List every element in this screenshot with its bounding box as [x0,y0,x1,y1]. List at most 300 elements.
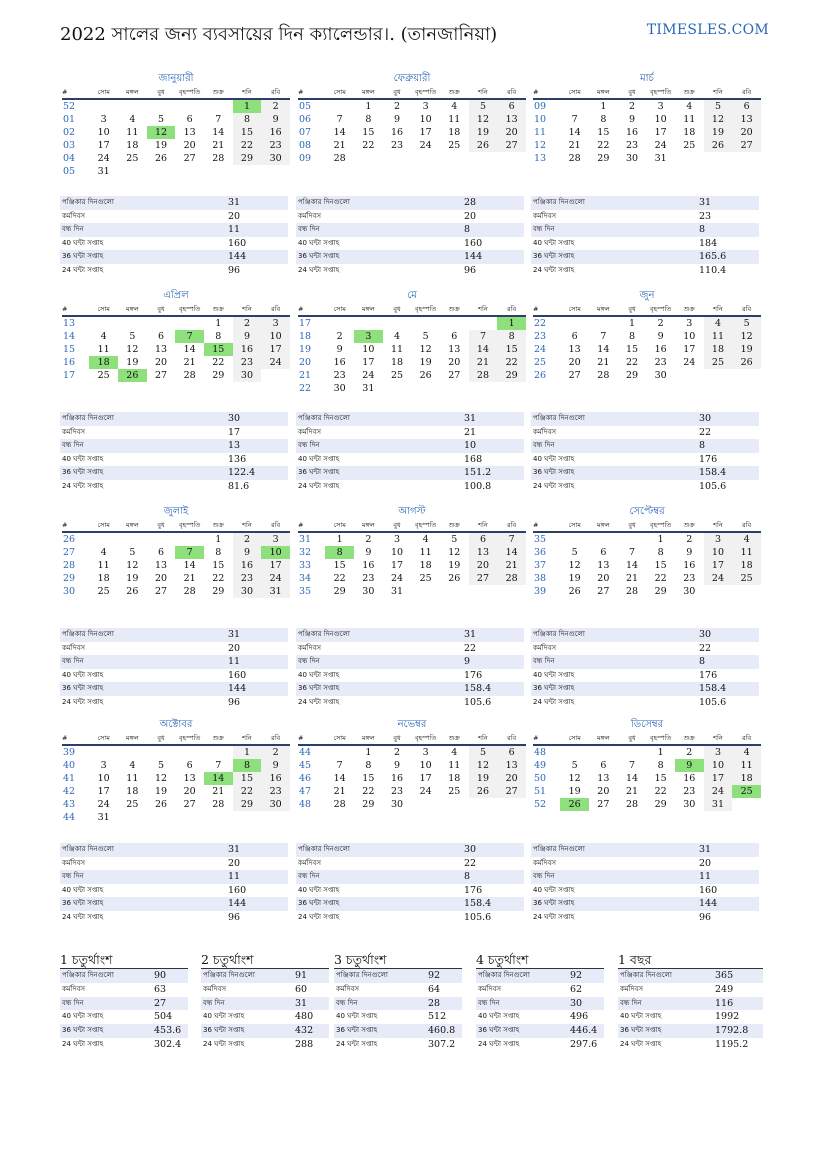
day-cell[interactable]: 6 [451,331,458,342]
day-cell[interactable]: 1 [497,316,526,330]
day-cell[interactable]: 6 [186,760,193,771]
day-cell[interactable]: 4 [100,547,107,558]
day-cell[interactable]: 23 [261,139,290,152]
day-cell[interactable]: 27 [497,139,526,152]
day-cell[interactable]: 15 [654,773,667,784]
day-cell[interactable]: 26 [568,586,581,597]
day-cell[interactable]: 26 [469,785,498,798]
day-cell[interactable]: 9 [233,330,262,343]
day-cell[interactable]: 1 [233,745,262,759]
day-cell[interactable]: 19 [469,772,498,785]
day-cell[interactable]: 27 [597,799,610,810]
day-cell[interactable]: 29 [362,799,375,810]
day-cell[interactable]: 6 [469,532,498,546]
day-cell[interactable]: 2 [233,532,262,546]
day-cell[interactable]: 27 [183,153,196,164]
day-cell[interactable]: 2 [657,318,664,329]
day-cell[interactable]: 13 [732,113,761,126]
day-cell[interactable]: 14 [625,773,639,784]
day-cell[interactable]: 6 [600,547,607,558]
day-cell[interactable]: 30 [683,586,696,597]
day-cell[interactable]: 4 [704,316,733,330]
day-cell[interactable]: 23 [233,572,262,585]
day-cell[interactable]: 22 [333,573,346,584]
day-cell[interactable]: 18 [126,786,139,797]
day-cell[interactable]: 23 [390,140,404,151]
day-cell[interactable]: 31 [97,166,110,177]
day-cell[interactable]: 23 [333,370,346,381]
day-cell[interactable]: 21 [597,357,610,368]
day-cell[interactable]: 11 [448,760,461,771]
day-cell[interactable]: 15 [212,560,225,571]
day-cell[interactable]: 21 [333,786,346,797]
day-cell[interactable]: 1 [365,101,372,112]
day-cell[interactable]: 15 [204,343,233,356]
day-cell[interactable]: 14 [497,546,526,559]
day-cell[interactable]: 30 [625,153,639,164]
day-cell[interactable]: 24 [654,140,667,151]
day-cell[interactable]: 13 [497,759,526,772]
day-cell[interactable]: 19 [154,786,168,797]
day-cell[interactable]: 10 [419,760,432,771]
day-cell[interactable]: 2 [233,316,262,330]
day-cell[interactable]: 29 [212,370,225,381]
day-cell[interactable]: 17 [97,140,110,151]
day-cell[interactable]: 27 [154,586,168,597]
day-cell[interactable]: 2 [628,101,636,112]
day-cell[interactable]: 18 [704,343,733,356]
day-cell[interactable]: 6 [571,331,578,342]
day-cell[interactable]: 15 [362,773,375,784]
day-cell[interactable]: 5 [732,316,761,330]
day-cell[interactable]: 19 [448,560,461,571]
day-cell[interactable]: 25 [683,140,696,151]
day-cell[interactable]: 11 [97,560,110,571]
day-cell[interactable]: 18 [448,773,461,784]
day-cell[interactable]: 22 [362,140,375,151]
day-cell[interactable]: 28 [333,799,346,810]
day-cell[interactable]: 3 [657,101,664,112]
day-cell[interactable]: 30 [233,369,262,382]
day-cell[interactable]: 16 [390,127,404,138]
day-cell[interactable]: 18 [89,356,118,369]
day-cell[interactable]: 9 [393,114,401,125]
day-cell[interactable]: 13 [597,560,610,571]
day-cell[interactable]: 26 [126,586,139,597]
day-cell[interactable]: 9 [686,547,693,558]
day-cell[interactable]: 26 [154,153,168,164]
day-cell[interactable]: 24 [97,153,110,164]
day-cell[interactable]: 10 [97,127,110,138]
day-cell[interactable]: 30 [654,370,667,381]
day-cell[interactable]: 11 [448,114,461,125]
day-cell[interactable]: 7 [628,547,636,558]
day-cell[interactable]: 25 [390,370,404,381]
day-cell[interactable]: 30 [362,586,375,597]
day-cell[interactable]: 22 [497,356,526,369]
day-cell[interactable]: 3 [100,114,107,125]
day-cell[interactable]: 24 [390,573,404,584]
day-cell[interactable]: 26 [469,139,498,152]
day-cell[interactable]: 10 [654,114,667,125]
day-cell[interactable]: 25 [448,786,461,797]
day-cell[interactable]: 3 [422,747,429,758]
day-cell[interactable]: 12 [154,773,168,784]
day-cell[interactable]: 23 [654,357,667,368]
day-cell[interactable]: 9 [393,760,401,771]
day-cell[interactable]: 14 [333,127,346,138]
day-cell[interactable]: 17 [97,786,110,797]
day-cell[interactable]: 21 [183,357,196,368]
day-cell[interactable]: 31 [261,585,290,598]
day-cell[interactable]: 10 [704,546,733,559]
day-cell[interactable]: 21 [469,356,498,369]
day-cell[interactable]: 13 [154,560,168,571]
day-cell[interactable]: 24 [261,572,290,585]
day-cell[interactable]: 4 [686,101,693,112]
day-cell[interactable]: 23 [390,786,404,797]
day-cell[interactable]: 29 [654,799,667,810]
day-cell[interactable]: 17 [261,559,290,572]
day-cell[interactable]: 7 [336,760,343,771]
day-cell[interactable]: 16 [625,127,639,138]
day-cell[interactable]: 2 [393,101,401,112]
day-cell[interactable]: 16 [683,773,696,784]
day-cell[interactable]: 13 [183,773,196,784]
day-cell[interactable]: 17 [390,560,404,571]
day-cell[interactable]: 5 [571,547,578,558]
day-cell[interactable]: 17 [419,773,432,784]
day-cell[interactable]: 20 [154,573,168,584]
day-cell[interactable]: 16 [333,357,346,368]
day-cell[interactable]: 24 [704,785,733,798]
day-cell[interactable]: 16 [683,560,696,571]
day-cell[interactable]: 19 [419,357,432,368]
day-cell[interactable]: 24 [362,370,375,381]
day-cell[interactable]: 12 [419,344,432,355]
day-cell[interactable]: 17 [654,127,667,138]
day-cell[interactable]: 29 [654,586,667,597]
day-cell[interactable]: 3 [100,760,107,771]
day-cell[interactable]: 9 [233,546,262,559]
day-cell[interactable]: 18 [97,573,110,584]
day-cell[interactable]: 15 [333,560,346,571]
day-cell[interactable]: 14 [469,343,498,356]
site-link[interactable]: TIMESLES.COM [646,22,769,38]
day-cell[interactable]: 6 [497,745,526,759]
day-cell[interactable]: 3 [686,318,693,329]
day-cell[interactable]: 17 [704,559,733,572]
day-cell[interactable]: 22 [597,140,610,151]
day-cell[interactable]: 26 [448,573,461,584]
day-cell[interactable]: 2 [365,534,372,545]
day-cell[interactable]: 14 [568,127,581,138]
day-cell[interactable]: 3 [261,316,290,330]
day-cell[interactable]: 28 [469,369,498,382]
day-cell[interactable]: 7 [215,760,222,771]
day-cell[interactable]: 8 [233,113,262,126]
day-cell[interactable]: 2 [261,99,290,113]
day-cell[interactable]: 19 [568,573,581,584]
day-cell[interactable]: 8 [365,114,372,125]
day-cell[interactable]: 26 [560,798,589,811]
day-cell[interactable]: 3 [704,745,733,759]
day-cell[interactable]: 30 [261,152,290,165]
day-cell[interactable]: 25 [732,572,761,585]
day-cell[interactable]: 26 [704,139,733,152]
day-cell[interactable]: 4 [129,760,136,771]
day-cell[interactable]: 2 [686,534,693,545]
day-cell[interactable]: 8 [628,331,636,342]
day-cell[interactable]: 10 [261,546,290,559]
day-cell[interactable]: 21 [625,573,639,584]
day-cell[interactable]: 31 [390,586,404,597]
day-cell[interactable]: 5 [129,547,136,558]
day-cell[interactable]: 27 [183,799,196,810]
day-cell[interactable]: 11 [126,127,139,138]
day-cell[interactable]: 3 [422,101,429,112]
day-cell[interactable]: 12 [732,330,761,343]
day-cell[interactable]: 28 [183,586,196,597]
day-cell[interactable]: 13 [597,773,610,784]
day-cell[interactable]: 22 [625,357,639,368]
day-cell[interactable]: 28 [333,153,346,164]
day-cell[interactable]: 18 [448,127,461,138]
day-cell[interactable]: 25 [419,573,432,584]
day-cell[interactable]: 15 [233,126,262,139]
day-cell[interactable]: 8 [657,547,664,558]
day-cell[interactable]: 17 [704,772,733,785]
day-cell[interactable]: 13 [568,344,581,355]
day-cell[interactable]: 24 [419,786,432,797]
day-cell[interactable]: 4 [732,532,761,546]
day-cell[interactable]: 24 [704,572,733,585]
day-cell[interactable]: 22 [233,785,262,798]
day-cell[interactable]: 21 [625,786,639,797]
day-cell[interactable]: 31 [362,383,375,394]
day-cell[interactable]: 4 [393,331,401,342]
day-cell[interactable]: 7 [469,330,498,343]
day-cell[interactable]: 4 [451,747,458,758]
day-cell[interactable]: 16 [654,344,667,355]
day-cell[interactable]: 25 [732,785,761,798]
day-cell[interactable]: 25 [704,356,733,369]
day-cell[interactable]: 27 [448,370,461,381]
day-cell[interactable]: 22 [362,786,375,797]
day-cell[interactable]: 19 [154,140,168,151]
day-cell[interactable]: 24 [419,140,432,151]
day-cell[interactable]: 13 [469,546,498,559]
day-cell[interactable]: 20 [497,126,526,139]
day-cell[interactable]: 11 [732,546,761,559]
day-cell[interactable]: 21 [333,140,346,151]
day-cell[interactable]: 30 [390,799,404,810]
day-cell[interactable]: 1 [657,747,664,758]
day-cell[interactable]: 20 [597,786,610,797]
day-cell[interactable]: 20 [469,559,498,572]
day-cell[interactable]: 16 [261,126,290,139]
day-cell[interactable]: 10 [261,330,290,343]
day-cell[interactable]: 8 [233,759,262,772]
day-cell[interactable]: 17 [362,357,375,368]
day-cell[interactable]: 5 [704,99,733,113]
day-cell[interactable]: 9 [261,759,290,772]
day-cell[interactable]: 16 [261,772,290,785]
day-cell[interactable]: 22 [212,573,225,584]
day-cell[interactable]: 12 [126,344,139,355]
day-cell[interactable]: 25 [97,586,110,597]
day-cell[interactable]: 7 [628,760,636,771]
day-cell[interactable]: 1 [233,99,262,113]
day-cell[interactable]: 12 [704,113,733,126]
day-cell[interactable]: 12 [568,560,581,571]
day-cell[interactable]: 6 [732,99,761,113]
day-cell[interactable]: 7 [336,114,343,125]
day-cell[interactable]: 14 [212,127,225,138]
day-cell[interactable]: 13 [183,127,196,138]
day-cell[interactable]: 14 [625,560,639,571]
day-cell[interactable]: 24 [97,799,110,810]
day-cell[interactable]: 5 [469,99,498,113]
day-cell[interactable]: 4 [451,101,458,112]
day-cell[interactable]: 3 [261,532,290,546]
day-cell[interactable]: 28 [625,586,639,597]
day-cell[interactable]: 23 [233,356,262,369]
day-cell[interactable]: 6 [157,331,165,342]
day-cell[interactable]: 26 [419,370,432,381]
day-cell[interactable]: 2 [686,747,693,758]
day-cell[interactable]: 1 [657,534,664,545]
day-cell[interactable]: 21 [212,786,225,797]
day-cell[interactable]: 11 [419,547,432,558]
day-cell[interactable]: 5 [157,760,165,771]
day-cell[interactable]: 7 [215,114,222,125]
day-cell[interactable]: 5 [469,745,498,759]
day-cell[interactable]: 30 [233,585,262,598]
day-cell[interactable]: 19 [732,343,761,356]
day-cell[interactable]: 22 [654,573,667,584]
day-cell[interactable]: 10 [390,547,404,558]
day-cell[interactable]: 21 [183,573,196,584]
day-cell[interactable]: 27 [568,370,581,381]
day-cell[interactable]: 6 [157,547,165,558]
day-cell[interactable]: 9 [657,331,664,342]
day-cell[interactable]: 14 [204,772,233,785]
day-cell[interactable]: 5 [422,331,429,342]
day-cell[interactable]: 31 [654,153,667,164]
day-cell[interactable]: 17 [419,127,432,138]
day-cell[interactable]: 29 [333,586,346,597]
day-cell[interactable]: 2 [336,331,343,342]
day-cell[interactable]: 4 [732,745,761,759]
day-cell[interactable]: 18 [732,772,761,785]
day-cell[interactable]: 3 [704,532,733,546]
day-cell[interactable]: 16 [362,560,375,571]
day-cell[interactable]: 20 [183,786,196,797]
day-cell[interactable]: 30 [333,383,346,394]
day-cell[interactable]: 26 [732,356,761,369]
day-cell[interactable]: 27 [154,370,168,381]
day-cell[interactable]: 3 [393,534,401,545]
day-cell[interactable]: 24 [683,357,696,368]
day-cell[interactable]: 29 [233,798,262,811]
day-cell[interactable]: 29 [212,586,225,597]
day-cell[interactable]: 1 [628,318,636,329]
day-cell[interactable]: 13 [154,344,168,355]
day-cell[interactable]: 15 [497,343,526,356]
day-cell[interactable]: 12 [469,759,498,772]
day-cell[interactable]: 6 [497,99,526,113]
day-cell[interactable]: 20 [597,573,610,584]
day-cell[interactable]: 23 [362,573,375,584]
day-cell[interactable]: 28 [183,370,196,381]
day-cell[interactable]: 20 [183,140,196,151]
day-cell[interactable]: 14 [183,344,196,355]
day-cell[interactable]: 14 [333,773,346,784]
day-cell[interactable]: 8 [325,546,354,559]
day-cell[interactable]: 20 [497,772,526,785]
day-cell[interactable]: 1 [336,534,343,545]
day-cell[interactable]: 6 [600,760,607,771]
day-cell[interactable]: 22 [212,357,225,368]
day-cell[interactable]: 28 [212,153,225,164]
day-cell[interactable]: 12 [469,113,498,126]
day-cell[interactable]: 31 [97,812,110,823]
day-cell[interactable]: 18 [419,560,432,571]
day-cell[interactable]: 4 [422,534,429,545]
day-cell[interactable]: 19 [568,786,581,797]
day-cell[interactable]: 11 [683,114,696,125]
day-cell[interactable]: 11 [732,759,761,772]
day-cell[interactable]: 7 [497,532,526,546]
day-cell[interactable]: 20 [154,357,168,368]
day-cell[interactable]: 27 [732,139,761,152]
day-cell[interactable]: 8 [215,547,222,558]
day-cell[interactable]: 29 [233,152,262,165]
day-cell[interactable]: 30 [683,799,696,810]
day-cell[interactable]: 25 [97,370,110,381]
day-cell[interactable]: 16 [390,773,404,784]
day-cell[interactable]: 9 [261,113,290,126]
day-cell[interactable]: 28 [212,799,225,810]
day-cell[interactable]: 1 [215,318,222,329]
day-cell[interactable]: 27 [497,785,526,798]
day-cell[interactable]: 20 [568,357,581,368]
day-cell[interactable]: 9 [628,114,636,125]
day-cell[interactable]: 7 [175,330,204,343]
day-cell[interactable]: 22 [233,139,262,152]
day-cell[interactable]: 17 [683,344,696,355]
day-cell[interactable]: 2 [393,747,401,758]
day-cell[interactable]: 15 [362,127,375,138]
day-cell[interactable]: 2 [261,745,290,759]
day-cell[interactable]: 1 [215,534,222,545]
day-cell[interactable]: 8 [365,760,372,771]
day-cell[interactable]: 21 [212,140,225,151]
day-cell[interactable]: 8 [215,331,222,342]
day-cell[interactable]: 29 [597,153,610,164]
day-cell[interactable]: 28 [568,153,581,164]
day-cell[interactable]: 7 [600,331,607,342]
day-cell[interactable]: 16 [233,343,262,356]
day-cell[interactable]: 7 [175,546,204,559]
day-cell[interactable]: 11 [704,330,733,343]
day-cell[interactable]: 28 [597,370,610,381]
day-cell[interactable]: 28 [497,572,526,585]
day-cell[interactable]: 1 [365,747,372,758]
day-cell[interactable]: 17 [261,343,290,356]
day-cell[interactable]: 19 [126,357,139,368]
